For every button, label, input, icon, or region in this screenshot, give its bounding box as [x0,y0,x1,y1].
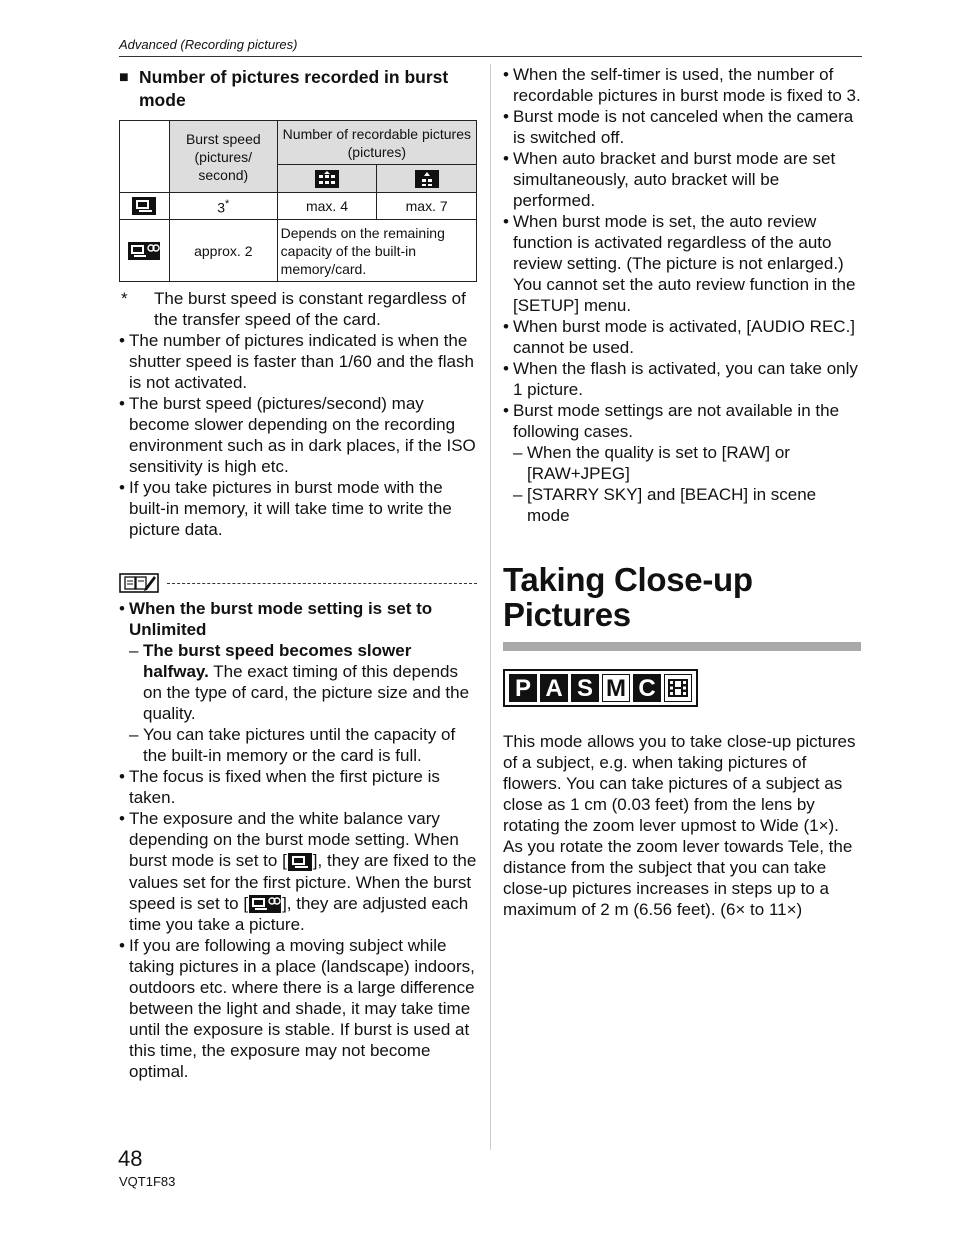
list-item: • The burst speed (pictures/second) may become slower depending on the recording environment such as in dark places, if the ISO sensitivity is high etc. [119,393,477,477]
burst-mode-cell [120,193,170,220]
memo-list [119,598,477,1082]
asterisk-mark: * [225,198,230,211]
count-standard-cell: max. 7 [377,193,477,220]
section-title: Taking Close-up Pictures [503,561,753,633]
document-code: VQT1F83 [119,1174,176,1189]
list-item: • When auto bracket and burst mode are set simultaneously, auto bracket will be performed. [503,148,863,211]
dashed-rule [167,583,477,584]
list-item: • The focus is fixed when the first picture is taken. [119,766,477,808]
list-item: • When burst mode is set, the auto review function is activated regardless of the auto review setting. (The picture is not enlarged.) You cannot set the auto review function in the [SETUP] menu. [503,211,863,316]
memo-icon [119,572,159,594]
footnote-mark: * [121,289,128,308]
col-header-speed: Burst speed (pictures/ second) [169,121,277,193]
footnote [119,288,477,330]
burst-speed-cell: 3* [169,193,277,220]
list-item: • Burst mode settings are not available in the following cases. – When the quality is set to [RAW] or [RAW+JPEG] – [STARRY SKY] and [BEACH] in scene mode [503,400,863,526]
page-number: 48 [118,1146,143,1171]
list-item: • When the flash is activated, you can take only 1 picture. [503,358,863,400]
burst-high-icon [287,852,313,872]
footnote-text: The burst speed is constant regardless of the transfer speed of the card. [154,289,466,329]
burst-table [119,120,477,282]
mode-s-icon: S [571,674,599,702]
col-header-count: Number of recordable pictures (pictures) [277,121,476,165]
header-rule [119,56,862,57]
table-row [120,193,477,220]
running-head: Advanced (Recording pictures) [119,37,298,52]
left-column [119,66,477,1082]
list-item [119,598,477,766]
section-marker: ■ [119,69,129,86]
list-item: • The exposure and the white balance vary depending on the burst mode setting. When burst mode is set to [ ], they are fixed to the values set for the first picture. When the burst speed is set to [ ], they are adjusted each time you take a picture. [119,808,477,935]
quality-standard-cell [377,165,477,193]
unavailable-cases-list [513,442,863,526]
body-paragraph: As you rotate the zoom lever towards Tele, the distance from the subject that you can take close-up pictures increases in steps up to a maximum of 2 m (6.56 feet). (6× to 11×) [503,837,853,919]
applicable-modes [503,669,698,707]
list-item: • Burst mode is not canceled when the camera is switched off. [503,106,863,148]
title-underline-bar [503,642,861,651]
list-item: • When the self-timer is used, the number of recordable pictures in burst mode is fixed to 3. [503,64,863,106]
memo-sub-list [129,640,477,766]
burst-speed-cell: approx. 2 [169,220,277,282]
list-item: • If you take pictures in burst mode with the built-in memory, it will take time to write the picture data. [119,477,477,540]
quality-standard-icon [414,169,440,189]
mode-a-icon: A [540,674,568,702]
list-item: – You can take pictures until the capacity of the built-in memory or the card is full. [129,724,477,766]
film-icon [667,678,689,698]
burst-conditions-list [503,64,863,526]
quality-fine-cell [277,165,377,193]
burst-mode-cell [120,220,170,282]
list-item: – The burst speed becomes slower halfway. The exact timing of this depends on the type of card, the picture size and the quality. [129,640,477,724]
burst-high-icon [131,196,157,216]
body-paragraph: This mode allows you to take close-up pictures of a subject, e.g. when taking pictures of flowers. You can take pictures of a subject as close as 1 cm (0.03 feet) from the lens by rotating the zoom lever upmost to Wide (1×). [503,732,856,835]
section-heading [119,66,477,112]
memo-bullet-title: When the burst mode setting is set to Unlimited [129,599,433,639]
list-item: – When the quality is set to [RAW] or [RAW+JPEG] [513,442,863,484]
memo-separator [119,572,477,594]
mode-m-icon: M [602,674,630,702]
section-title: Number of pictures recorded in burst mode [139,67,449,110]
list-item: • The number of pictures indicated is when the shutter speed is faster than 1/60 and the flash is not activated. [119,330,477,393]
table-row [120,220,477,282]
right-column [503,64,863,920]
quality-fine-icon [314,169,340,189]
count-combined-cell: Depends on the remaining capacity of the built-in memory/card. [277,220,476,282]
list-item: • When burst mode is activated, [AUDIO REC.] cannot be used. [503,316,863,358]
count-fine-cell: max. 4 [277,193,377,220]
burst-low-icon [127,241,161,261]
mode-p-icon: P [509,674,537,702]
column-divider [490,64,491,1150]
burst-low-icon [248,894,282,914]
motion-picture-mode-icon [664,674,692,702]
table-corner-cell [120,121,170,193]
list-item: • If you are following a moving subject while taking pictures in a place (landscape) indoors, outdoors etc. where there is a large difference between the light and shade, it may take time until the exposure is stable. If burst is used at this time, the exposure may not become optimal. [119,935,477,1082]
burst-notes-list [119,330,477,540]
list-item: – [STARRY SKY] and [BEACH] in scene mode [513,484,863,526]
mode-c-icon: C [633,674,661,702]
